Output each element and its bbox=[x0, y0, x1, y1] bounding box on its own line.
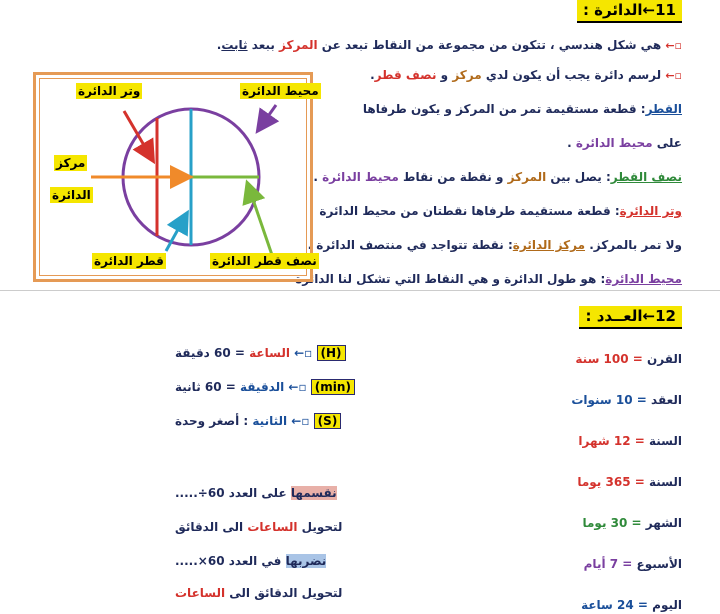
text: هي شكل هندسي ، تتكون من مجموعة من النقاط تبعد عن bbox=[317, 38, 662, 52]
text: الساعات bbox=[247, 520, 298, 534]
bullet-arrow-icon: ▫← bbox=[665, 69, 682, 82]
diameter-label: القطر bbox=[645, 102, 682, 116]
text: ببعد bbox=[247, 38, 280, 52]
radius-callout: نصف قطر الدائرة bbox=[212, 254, 317, 268]
diameter-definition bbox=[363, 100, 682, 118]
heading-number: 11 bbox=[655, 1, 676, 19]
text: المركز bbox=[279, 38, 318, 52]
to-hours-note bbox=[175, 584, 342, 602]
text: لتحويل bbox=[297, 520, 343, 534]
right-unit-row bbox=[578, 432, 682, 450]
text: و bbox=[436, 68, 453, 82]
right-unit-row bbox=[584, 555, 682, 573]
unit-name: الساعة bbox=[249, 346, 290, 360]
circle-diagram-frame bbox=[33, 72, 319, 282]
right-unit-row bbox=[577, 473, 682, 491]
text: نضربها bbox=[285, 554, 327, 568]
diameter-definition-2 bbox=[567, 134, 682, 152]
bullet-arrow-icon: ▫← bbox=[284, 380, 311, 394]
unit-equivalence: = 12 شهرا bbox=[578, 434, 649, 448]
unit-symbol: (H) bbox=[317, 345, 346, 361]
unit-equivalence: = 100 سنة bbox=[575, 352, 648, 366]
radius-arrow bbox=[248, 185, 272, 255]
center-callout-2: الدائرة bbox=[52, 188, 91, 202]
right-unit-row bbox=[583, 514, 683, 532]
unit-name: اليوم bbox=[652, 598, 682, 612]
unit-name: العقد bbox=[651, 393, 682, 407]
text: المركز bbox=[507, 170, 547, 184]
diameter-callout: قطر الدائرة bbox=[94, 254, 164, 268]
chord-callout: وتر الدائرة bbox=[78, 84, 141, 98]
unit-name: السنة bbox=[648, 475, 682, 489]
bullet-arrow-icon: ▫← bbox=[289, 346, 317, 360]
center-label: مركز الدائرة bbox=[512, 238, 586, 252]
radius-label: نصف القطر bbox=[610, 170, 682, 184]
text: و نقطة من نقاط bbox=[398, 170, 508, 184]
text: نصف قطر bbox=[374, 68, 437, 82]
unit-equivalence: : أصغر وحدة bbox=[175, 414, 253, 428]
text: ثابت bbox=[221, 38, 248, 52]
unit-equivalence: = 60 ثانية bbox=[175, 380, 240, 394]
center-callout-1: مركز bbox=[56, 156, 86, 170]
text: : هو طول الدائرة و هي النقاط التي تشكل لنا الدائرة bbox=[295, 272, 606, 286]
center-definition bbox=[308, 236, 682, 254]
radius-definition bbox=[313, 168, 682, 186]
left-unit-row bbox=[175, 346, 346, 360]
unit-name: الشهر bbox=[645, 516, 682, 530]
text: نقسمها bbox=[290, 486, 337, 500]
text: الى الدقائق bbox=[175, 520, 248, 534]
left-unit-row bbox=[175, 414, 341, 428]
to-minutes-note bbox=[175, 518, 342, 536]
unit-name: الأسبوع bbox=[636, 557, 682, 571]
text: لتحويل الدقائق الى bbox=[225, 586, 343, 600]
bullet-arrow-icon: ▫← bbox=[665, 39, 682, 52]
divide-note bbox=[175, 484, 337, 502]
heading-number: 12 bbox=[655, 307, 676, 325]
circumference-arrow bbox=[259, 105, 276, 129]
text: الساعات bbox=[175, 586, 226, 600]
chord-label: وتر الدائرة bbox=[619, 204, 682, 218]
section-11-heading bbox=[577, 0, 682, 23]
text: في العدد 60×..... bbox=[175, 554, 286, 568]
circumference-label: محيط الدائرة bbox=[605, 272, 682, 286]
unit-name: السنة bbox=[648, 434, 682, 448]
right-unit-row bbox=[571, 391, 682, 409]
text: . bbox=[567, 136, 576, 150]
multiply-note bbox=[175, 552, 326, 570]
section-divider bbox=[0, 290, 720, 291]
left-unit-row bbox=[175, 380, 355, 394]
circle-diagram bbox=[36, 75, 310, 279]
text: مركز bbox=[452, 68, 482, 82]
heading-title: ←الدائرة : bbox=[582, 1, 656, 19]
circumference-callout: محيط الدائرة bbox=[242, 84, 319, 98]
right-unit-row bbox=[581, 596, 682, 614]
text: : قطعة مستقيمة تمر من المركز و يكون طرفاها bbox=[362, 102, 646, 116]
text: محيط الدائرة bbox=[575, 136, 653, 150]
unit-name: الدقيقة bbox=[240, 380, 285, 394]
section-12-heading bbox=[579, 306, 682, 329]
unit-name: الثانية bbox=[252, 414, 288, 428]
bullet-arrow-icon: ▫← bbox=[287, 414, 314, 428]
text: . bbox=[370, 68, 375, 82]
right-unit-row bbox=[575, 350, 682, 368]
circumference-definition bbox=[295, 270, 682, 288]
text: على العدد 60÷..... bbox=[175, 486, 291, 500]
circle-drawing-line bbox=[370, 66, 682, 85]
text: لرسم دائرة يجب أن يكون لدي bbox=[481, 68, 662, 82]
circle-definition-line bbox=[217, 36, 682, 55]
unit-equivalence: = 60 دقيقة bbox=[175, 346, 250, 360]
unit-equivalence: = 30 يوما bbox=[582, 516, 646, 530]
text: محيط الدائرة bbox=[322, 170, 399, 184]
text: ولا تمر بالمركز. bbox=[589, 238, 682, 252]
text: على bbox=[652, 136, 682, 150]
unit-equivalence: = 24 ساعة bbox=[581, 598, 653, 612]
unit-equivalence: = 10 سنوات bbox=[571, 393, 652, 407]
unit-equivalence: = 7 أيام bbox=[583, 557, 637, 571]
unit-symbol: (min) bbox=[311, 379, 355, 395]
heading-title: ←العــدد : bbox=[585, 307, 656, 325]
unit-name: القرن bbox=[647, 352, 682, 366]
text: : يصل بين bbox=[546, 170, 611, 184]
text: . bbox=[216, 38, 222, 52]
text: : نقطة تتواجد في منتصف الدائرة . bbox=[307, 238, 513, 252]
unit-symbol: (S) bbox=[314, 413, 342, 429]
chord-definition bbox=[319, 202, 682, 220]
text: : قطعة مستقيمة طرفاها نقطتان من محيط الدائرة bbox=[319, 204, 620, 218]
text: . bbox=[313, 170, 323, 184]
unit-equivalence: = 365 يوما bbox=[577, 475, 649, 489]
